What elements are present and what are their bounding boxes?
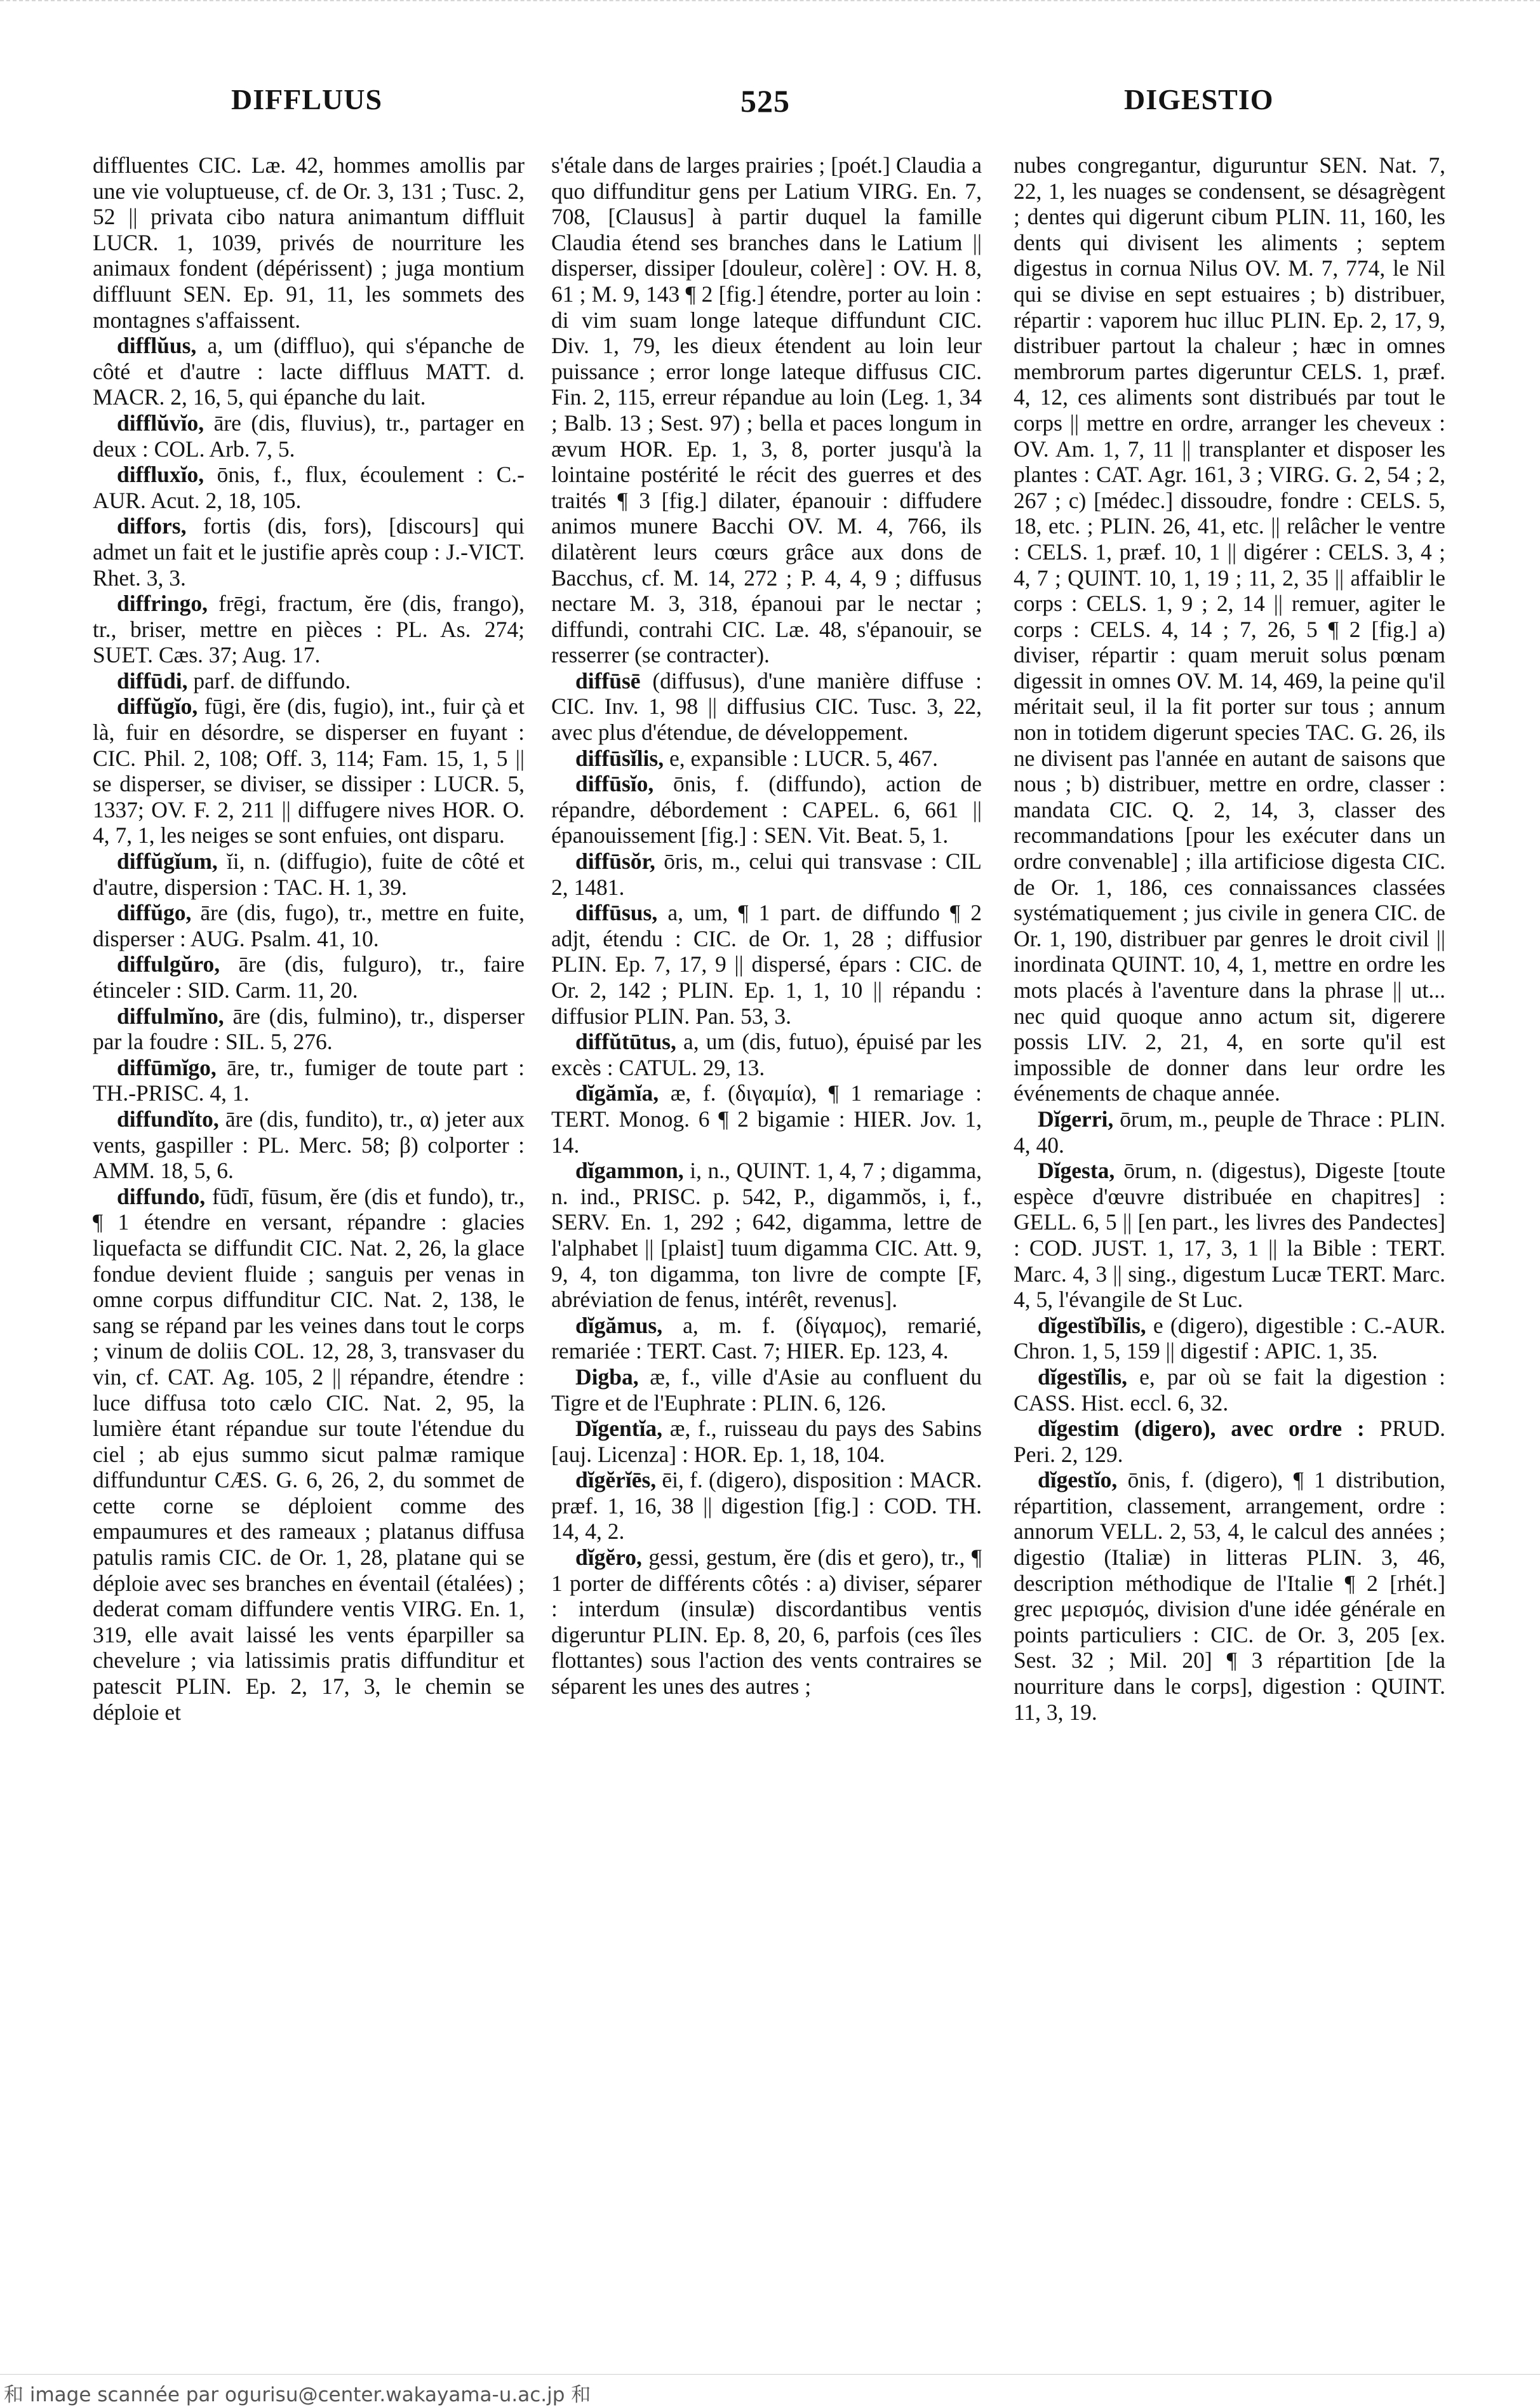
page-number: 525 [740, 83, 790, 119]
entry-headword: diffulgŭro, [117, 951, 220, 977]
entry-definition: āre (dis, fugo), tr., mettre en fuite, disperser : AUG. Psalm. 41, 10. [93, 900, 525, 951]
dictionary-entry [93, 951, 525, 1003]
dictionary-entry [1014, 1416, 1445, 1467]
dictionary-entry [93, 1055, 525, 1106]
entry-definition: e (digero), digestible : C.-AUR. Chron. 1, 5, 159 || digestif : APIC. 1, 35. [1014, 1312, 1445, 1364]
dictionary-entry [1014, 1313, 1445, 1364]
dictionary-entry [1014, 1467, 1445, 1725]
dictionary-entry [551, 771, 982, 848]
column-left [93, 152, 525, 2337]
entry-headword: dĭgămĭa, [575, 1080, 659, 1106]
entry-definition: æ, f. (διγαμία), ¶ 1 remariage : TERT. Monog. 6 ¶ 2 bigamie : HIER. Jov. 1, 14. [551, 1080, 982, 1158]
entry-headword: dĭgestĭo, [1038, 1467, 1118, 1493]
entry-definition: a, um, ¶ 1 part. de diffundo ¶ 2 adjt, étendu : CIC. de Or. 1, 28 ; diffusior PLIN. Ep. 7, 17, 9 || dispersé, épars : CIC. de Or. 2, 142 ; PLIN. Ep. 1, 1, 10 || répandu : diffusior PLIN. Pan. 53, 3. [551, 900, 982, 1029]
entry-definition: nubes congregantur, diguruntur SEN. Nat. 7, 22, 1, les nuages se condensent, se désagrègent ; dentes qui digerunt cibum PLIN. 11, 160, les dents qui divisent les aliments ; septem digestus in cornua Nilus OV. M. 7, 774, le Nil qui se divise en sept estuaires ; b) distribuer, répartir : vaporem huc illuc PLIN. Ep. 2, 17, 9, distribuer partout la chaleur ; hæc in omnes membrorum partes digeruntur CELS. 1, præf. 4, 12, ces aliments sont distribués par tout le corps || mettre en ordre, arranger les cheveux : OV. Am. 1, 7, 11 || transplanter et disposer les plantes : CAT. Agr. 161, 3 ; VIRG. G. 2, 54 ; 2, 267 ; c) [médec.] dissoudre, fondre : CELS. 5, 18, etc. ; PLIN. 26, 41, etc. || relâcher le ventre : CELS. 1, præf. 10, 1 || digérer : CELS. 3, 4 ; 4, 7 ; QUINT. 10, 1, 19 ; 11, 2, 35 || affaiblir le corps : CELS. 1, 9 ; 2, 14 || remuer, agiter le corps : CELS. 4, 14 ; 7, 26, 5 ¶ 2 [fig.] a) diviser, répartir : quam meruit solus pœnam digessit in omnes OV. M. 14, 469, la peine qu'il méritait seul, il la fit porter sur tous ; annum non in totidem digerunt species TAC. G. 26, ils ne divisent pas l'année en autant de saisons que nous ; b) distribuer, mettre en ordre, classer : mandata CIC. Q. 2, 14, 3, classer des recommandations [pour les exécuter dans un ordre convenable] ; illa artificiose digesta CIC. de Or. 1, 186, ces connaissances classées systématiquement ; jus civile in genera CIC. de Or. 1, 190, distribuer par genres le droit civil || inordinata QUINT. 10, 4, 1, mettre en ordre les mots placés à l'aventure dans la phrase || ut... nec quid quoque anno actum sit, digerere possis LIV. 2, 21, 4, en sorte qu'il est impossible de donner dans leur ordre les événements de chaque année. [1014, 152, 1445, 1106]
entry-headword: diffŭgĭum, [117, 848, 218, 875]
column-middle [551, 152, 982, 2337]
entry-definition: ōrum, m., peuple de Thrace : PLIN. 4, 40. [1014, 1106, 1445, 1158]
dictionary-entry [551, 1080, 982, 1158]
dictionary-entry [551, 1029, 982, 1080]
dictionary-entry [551, 1364, 982, 1416]
entry-definition: e, expansible : LUCR. 5, 467. [669, 745, 938, 771]
entry-headword: Dĭgentĭa, [575, 1416, 663, 1442]
dictionary-entry [1014, 1158, 1445, 1313]
entry-definition: æ, f., ruisseau du pays des Sabins [auj. Licenza] : HOR. Ep. 1, 18, 104. [551, 1416, 982, 1467]
entry-definition: fūgi, ĕre (dis, fugio), int., fuir çà et là, fuir en désordre, se disperser en fuyant : CIC. Phil. 2, 108; Off. 3, 114; Fam. 15, 1, 5 || se disperser, se diviser, se dissiper : LUCR. 5, 1337; OV. F. 2, 211 || diffugere nives HOR. O. 4, 7, 1, les neiges se sont enfuies, ont disparu. [93, 694, 525, 848]
entry-headword: diffulmĭno, [117, 1003, 224, 1029]
entry-definition: (diffusus), d'une manière diffuse : CIC. Inv. 1, 98 || diffusius CIC. Tusc. 3, 22, avec plus d'étendue, de développement. [551, 667, 982, 746]
dictionary-entry [93, 900, 525, 951]
scan-footer [0, 2374, 1540, 2406]
scan-credit: 和 image scannée par ogurisu@center.wakayama-u.ac.jp 和 [4, 2384, 591, 2406]
entry-headword: dĭgămus, [575, 1312, 663, 1338]
entry-definition: frēgi, fractum, ĕre (dis, frango), tr., briser, mettre en pièces : PL. As. 274; SUET. Cæs. 37; Aug. 17. [93, 591, 525, 668]
running-head-right: DIGESTIO [1124, 83, 1274, 116]
entry-definition: PRUD. Peri. 2, 129. [1014, 1416, 1445, 1467]
entry-definition: āre (dis, fluvius), tr., partager en deux : COL. Arb. 7, 5. [93, 410, 525, 462]
entry-headword: dĭgestĭlis, [1038, 1364, 1128, 1390]
entry-headword: diffūsĭo, [575, 771, 654, 797]
entry-definition: a, m. f. (δίγαμος), remarié, remariée : TERT. Cast. 7; HIER. Ep. 123, 4. [551, 1312, 982, 1364]
entry-headword: dĭgestĭbĭlis, [1038, 1312, 1146, 1338]
dictionary-entry [551, 1158, 982, 1313]
entry-definition: gessi, gestum, ĕre (dis et gero), tr., ¶ 1 porter de différents côtés : a) diviser, séparer : interdum (insulæ) discordantibus ventis digeruntur PLIN. Ep. 8, 20, 6, parfois (ces îles flottantes) sous l'action des vents contraires se séparent les unes des autres ; [551, 1545, 982, 1700]
entry-definition: ĭi, n. (diffugio), fuite de côté et d'autre, dispersion : TAC. H. 1, 39. [93, 848, 525, 900]
entry-headword: diffūsus, [575, 900, 658, 926]
entry-definition: āre, tr., fumiger de toute part : TH.-PRISC. 4, 1. [93, 1054, 525, 1106]
entry-definition: ōnis, f. (digero), ¶ 1 distribution, répartition, classement, arrangement, ordre : annorum VELL. 2, 53, 4, le calcul des années ; digestio (Italiæ) in litteras PLIN. 3, 46, description méthodique de l'Italie ¶ 2 [rhét.] grec μερισμός, division d'une idée générale en points particuliers : CIC. de Or. 3, 205 [ex. Sest. 32 ; Mil. 20] ¶ 3 répartition [de la nourriture dans le corps], digestion : QUINT. 11, 3, 19. [1014, 1467, 1445, 1725]
entry-headword: diffūdi, [117, 667, 188, 694]
entry-headword: diffors, [117, 513, 187, 539]
entry-definition: a, um (diffluo), qui s'épanche de côté et d'autre : lacte diffluus MATT. d. MACR. 2, 16, 5, qui épanche du lait. [93, 333, 525, 410]
dictionary-entry [93, 591, 525, 668]
entry-definition: diffluentes CIC. Læ. 42, hommes amollis par une vie voluptueuse, cf. de Or. 3, 131 ; Tusc. 2, 52 || privata cibo natura animantum diffluit LUCR. 1, 1039, privés de nourriture les animaux fondent (dépérissent) ; juga montium diffluunt SEN. Ep. 91, 11, les sommets des montagnes s'affaissent. [93, 152, 525, 333]
dictionary-entry [551, 668, 982, 746]
dictionary-entry [551, 900, 982, 1029]
dictionary-entry [551, 1313, 982, 1364]
dictionary-entry [551, 1416, 982, 1467]
entry-definition: āre (dis, fundito), tr., α) jeter aux vents, gaspiller : PL. Merc. 58; β) colporter : AMM. 18, 5, 6. [93, 1106, 525, 1184]
entry-definition: āre (dis, fulmino), tr., disperser par la foudre : SIL. 5, 276. [93, 1003, 525, 1055]
entry-headword: diffŭtūtus, [575, 1029, 676, 1055]
dictionary-entry [1014, 1364, 1445, 1416]
entry-headword: diffringo, [117, 591, 208, 617]
dictionary-entry [1014, 1106, 1445, 1158]
entry-headword: diffūmĭgo, [117, 1054, 217, 1080]
entry-headword: diffŭgĭo, [117, 694, 198, 720]
entry-headword: diffūsŏr, [575, 848, 655, 875]
dictionary-entry [93, 1184, 525, 1725]
column-right [1014, 152, 1445, 2337]
entry-headword: diffundĭto, [117, 1106, 219, 1132]
dictionary-entry [551, 1467, 982, 1545]
entry-headword: dĭgĕro, [575, 1545, 642, 1571]
dictionary-entry [93, 462, 525, 513]
entry-headword: difflŭus, [117, 333, 197, 359]
dictionary-entry [93, 513, 525, 591]
running-head-left: DIFFLUUS [231, 83, 383, 116]
entry-definition: ōrum, n. (digestus), Digeste [toute espèce d'œuvre distribuée en chapitres] : GELL. 6, 5 || [en part., les livres des Pandectes] : COD. JUST. 1, 17, 3, 1 || la Bible : TERT. Marc. 4, 3 || sing., digestum Lucæ TERT. Marc. 4, 5, l'évangile de St Luc. [1014, 1158, 1445, 1313]
entry-definition: ōnis, f., flux, écoulement : C.-AUR. Acut. 2, 18, 105. [93, 462, 525, 513]
entry-definition: fūdī, fūsum, ĕre (dis et fundo), tr., ¶ 1 étendre en versant, répandre : glacies liquefacta se diffundit CIC. Nat. 2, 26, la glace fondue devient fluide ; sanguis per venas in omne corpus diffunditur CIC. Nat. 2, 138, le sang se répand par les veines dans tout le corps ; vinum de doliis COL. 12, 28, 3, transvaser du vin, cf. CAT. Ag. 105, 2 || répandre, étendre : luce diffusa toto cælo CIC. Nat. 2, 95, la lumière étant répandue sur toute l'étendue du ciel ; ab ejus summo sicut palmæ ramique diffunduntur CÆS. G. 6, 26, 2, du sommet de cette corne se déploient comme des empaumures et des rameaux ; platanus diffusa patulis ramis CIC. de Or. 1, 28, platane qui se déploie avec ses branches en éventail (étalées) ; dederat comam diffundere ventis VIRG. En. 1, 319, elle avait laissé les vents éparpiller sa chevelure ; via latissimis pratis diffunditur et patescit PLIN. Ep. 2, 17, 3, le chemin se déploie et [93, 1183, 525, 1725]
entry-definition: āre (dis, fulguro), tr., faire étinceler : SID. Carm. 11, 20. [93, 951, 525, 1003]
entry-definition: æ, f., ville d'Asie au confluent du Tigre et de l'Euphrate : PLIN. 6, 126. [551, 1364, 982, 1416]
entry-headword: difflŭvĭo, [117, 410, 204, 436]
scan-top-edge [0, 0, 1540, 3]
entry-definition: fortis (dis, fors), [discours] qui admet un fait et le justifie après coup : J.-VICT. Rhet. 3, 3. [93, 513, 525, 591]
dictionary-entry [93, 1003, 525, 1055]
entry-headword: dĭgammon, [575, 1158, 684, 1184]
dictionary-entry [551, 848, 982, 900]
entry-definition: ōris, m., celui qui transvase : CIL 2, 1481. [551, 848, 982, 900]
dictionary-entry [551, 746, 982, 772]
entry-definition: parf. de diffundo. [193, 667, 351, 694]
entry-definition: a, um (dis, futuo), épuisé par les excès : CATUL. 29, 13. [551, 1029, 982, 1080]
entry-definition: ēi, f. (digero), disposition : MACR. præf. 1, 16, 38 || digestion [fig.] : COD. TH. 14, 4, 2. [551, 1467, 982, 1545]
dictionary-entry [93, 410, 525, 462]
entry-headword: diffūsĭlis, [575, 745, 664, 771]
entry-definition: ōnis, f. (diffundo), action de répandre, débordement : CAPEL. 6, 661 || épanouissement [fig.] : SEN. Vit. Beat. 5, 1. [551, 771, 982, 848]
entry-definition: e, par où se fait la digestion : CASS. Hist. eccl. 6, 32. [1014, 1364, 1445, 1416]
entry-headword: diffluxĭo, [117, 462, 204, 488]
entry-continuation [93, 152, 525, 333]
dictionary-entry [551, 1545, 982, 1700]
dictionary-entry [93, 1106, 525, 1184]
entry-headword: dĭgestim (digero), avec ordre : [1038, 1416, 1365, 1442]
dictionary-entry [93, 668, 525, 694]
dictionary-entry [93, 333, 525, 410]
entry-continuation [1014, 152, 1445, 1106]
entry-headword: dĭgĕrĭēs, [575, 1467, 657, 1493]
entry-headword: diffundo, [117, 1183, 206, 1209]
entry-continuation [551, 152, 982, 668]
entry-headword: Dĭgesta, [1038, 1158, 1115, 1184]
entry-definition: s'étale dans de larges prairies ; [poét.] Claudia a quo diffunditur gens per Latium VIRG. En. 7, 708, [Clausus] à partir duquel la famille Claudia étend ses branches dans le Latium || disperser, dissiper [douleur, colère] : OV. H. 8, 61 ; M. 9, 143 ¶ 2 [fig.] étendre, porter au loin : di vim suam longe lateque diffundunt CIC. Div. 1, 79, les dieux étendent au loin leur puissance ; error longe lateque diffusus CIC. Fin. 2, 115, erreur répandue au loin (Leg. 1, 34 ; Balb. 13 ; Sest. 97) ; bella et paces longum in ævum HOR. Ep. 1, 3, 8, porter jusqu'à la lointaine postérité le récit des guerres et des traités ¶ 3 [fig.] dilater, épanouir : diffudere animos munere Bacchi OV. M. 4, 766, ils dilatèrent leurs cœurs grâce aux dons de Bacchus, cf. M. 14, 272 ; P. 4, 4, 9 ; diffusus nectare M. 3, 318, épanoui par le nectar ; diffundi, contrahi CIC. Læ. 48, s'épanouir, se resserrer (se contracter). [551, 152, 982, 668]
entry-headword: diffūsē [575, 667, 641, 694]
entry-headword: Digba, [575, 1364, 639, 1390]
entry-headword: Dĭgerri, [1038, 1106, 1114, 1132]
dictionary-entry [93, 848, 525, 900]
dictionary-entry [93, 694, 525, 848]
entry-definition: i, n., QUINT. 1, 4, 7 ; digamma, n. ind., PRISC. p. 542, P., digammŏs, i, f., SERV. En. 1, 292 ; 642, digamma, lettre de l'alphabet || [plaist] tuum digamma CIC. Att. 9, 9, 4, ton digamma, ton livre de compte [F, abréviation de fenus, intérêt, revenus]. [551, 1158, 982, 1313]
entry-headword: diffŭgo, [117, 900, 192, 926]
